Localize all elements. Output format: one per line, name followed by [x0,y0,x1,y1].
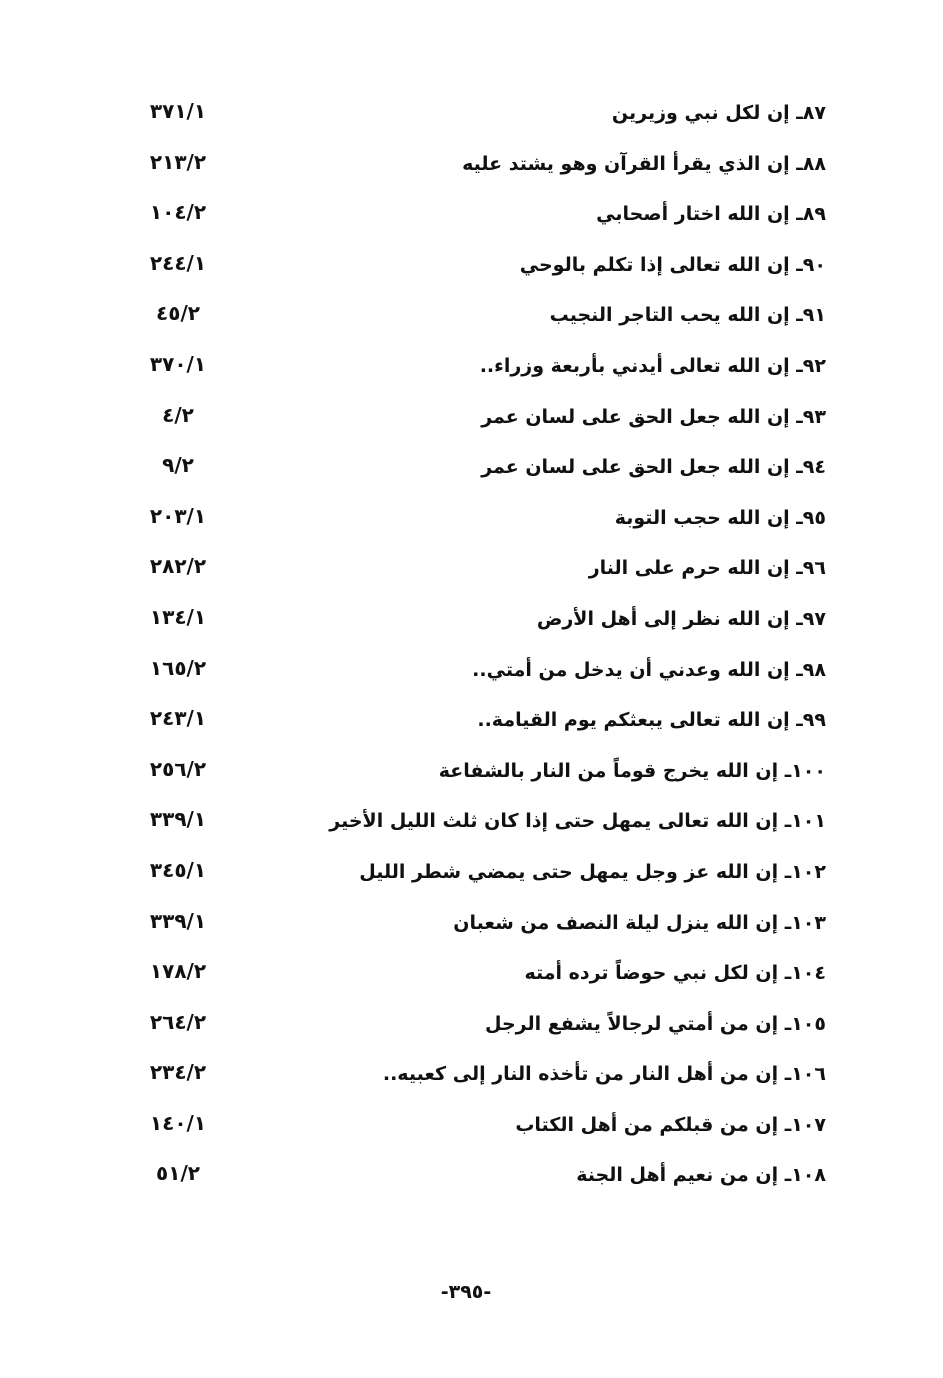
entry-text: ٩٨ـ إن الله وعدني أن يدخل من أمتي.. [472,658,826,681]
entry-reference: ٢٥٦/٢ [149,756,207,781]
entry-reference: ٣٤٥/١ [149,857,207,882]
entry-reference: ١٤٠/١ [149,1110,207,1135]
entry-text: ١٠١ـ إن الله تعالى يمهل حتى إذا كان ثلث الليل الأخير [329,810,826,833]
index-entry [0,952,943,1003]
entry-text: ٩٠ـ إن الله تعالى إذا تكلم بالوحي [519,253,826,276]
entry-text: ١٠٤ـ إن لكل نبي حوضاً ترده أمته [524,962,826,985]
index-entry [0,902,943,953]
entry-reference: ٢٤٤/١ [149,250,207,275]
entry-text: ٨٨ـ إن الذي يقرأ القرآن وهو يشتد عليه [462,152,826,175]
entry-text: ٩٧ـ إن الله نظر إلى أهل الأرض [536,607,826,630]
entry-text: ١٠٠ـ إن الله يخرج قوماً من النار بالشفاعة [438,759,826,782]
entry-text: ١٠٨ـ إن من نعيم أهل الجنة [576,1164,826,1187]
page-number: -٣٩٥- [440,1281,492,1303]
index-entry [0,396,943,447]
entry-reference: ٢٦٤/٢ [149,1009,207,1034]
index-entry [0,193,943,244]
index-entry [0,649,943,700]
entry-reference: ٤٥/٢ [156,301,200,326]
index-entry [0,800,943,851]
entry-reference: ١٠٤/٢ [149,200,207,225]
index-entry [0,547,943,598]
index-entry [0,1104,943,1155]
entry-reference: ٢١٣/٢ [149,149,207,174]
index-entry [0,244,943,295]
index-entry [0,497,943,548]
entry-text: ١٠٥ـ إن من أمتي لرجالاً يشفع الرجل [485,1012,826,1035]
index-entry [0,1003,943,1054]
entry-text: ١٠٣ـ إن الله ينزل ليلة النصف من شعبان [453,911,826,934]
entry-text: ٨٩ـ إن الله اختار أصحابي [596,203,826,226]
entry-reference: ٢٤٣/١ [149,706,207,731]
hadith-index-list [0,92,943,1205]
entry-reference: ٢٨٢/٢ [149,554,207,579]
index-entry [0,750,943,801]
index-entry [0,345,943,396]
entry-reference: ٩/٢ [162,453,194,478]
entry-reference: ١٣٤/١ [149,604,207,629]
entry-text: ٩٥ـ إن الله حجب التوبة [614,506,826,529]
index-entry [0,851,943,902]
entry-reference: ٣٧٠/١ [149,351,207,376]
index-entry [0,699,943,750]
entry-text: ٩١ـ إن الله يحب التاجر النجيب [549,304,826,327]
entry-text: ١٠٧ـ إن من قبلكم من أهل الكتاب [515,1113,826,1136]
index-entry [0,92,943,143]
entry-text: ١٠٦ـ إن من أهل النار من تأخذه النار إلى كعبيه.. [382,1063,826,1086]
index-entry [0,598,943,649]
entry-reference: ٢٠٣/١ [149,503,207,528]
entry-reference: ١٧٨/٢ [149,959,207,984]
entry-text: ٩٤ـ إن الله جعل الحق على لسان عمر [481,456,826,479]
entry-text: ٩٩ـ إن الله تعالى يبعثكم يوم القيامة.. [477,709,826,732]
entry-reference: ٣٣٩/١ [149,807,207,832]
entry-text: ٩٣ـ إن الله جعل الحق على لسان عمر [481,405,826,428]
entry-reference: ٣٧١/١ [149,99,207,123]
index-entry [0,143,943,194]
entry-text: ٩٦ـ إن الله حرم على النار [588,557,826,580]
entry-reference: ٤/٢ [162,402,194,427]
entry-text: ١٠٢ـ إن الله عز وجل يمهل حتى يمضي شطر الليل [359,860,826,883]
entry-reference: ٢٣٤/٢ [149,1060,207,1085]
entry-reference: ٣٣٩/١ [149,908,207,933]
entry-reference: ٥١/٢ [156,1161,200,1186]
index-entry [0,1154,943,1205]
index-entry [0,294,943,345]
entry-text: ٩٢ـ إن الله تعالى أيدني بأربعة وزراء.. [479,354,826,377]
index-entry [0,446,943,497]
entry-text: ٨٧ـ إن لكل نبي وزيرين [611,102,826,124]
index-entry [0,1053,943,1104]
entry-reference: ١٦٥/٢ [149,655,207,680]
